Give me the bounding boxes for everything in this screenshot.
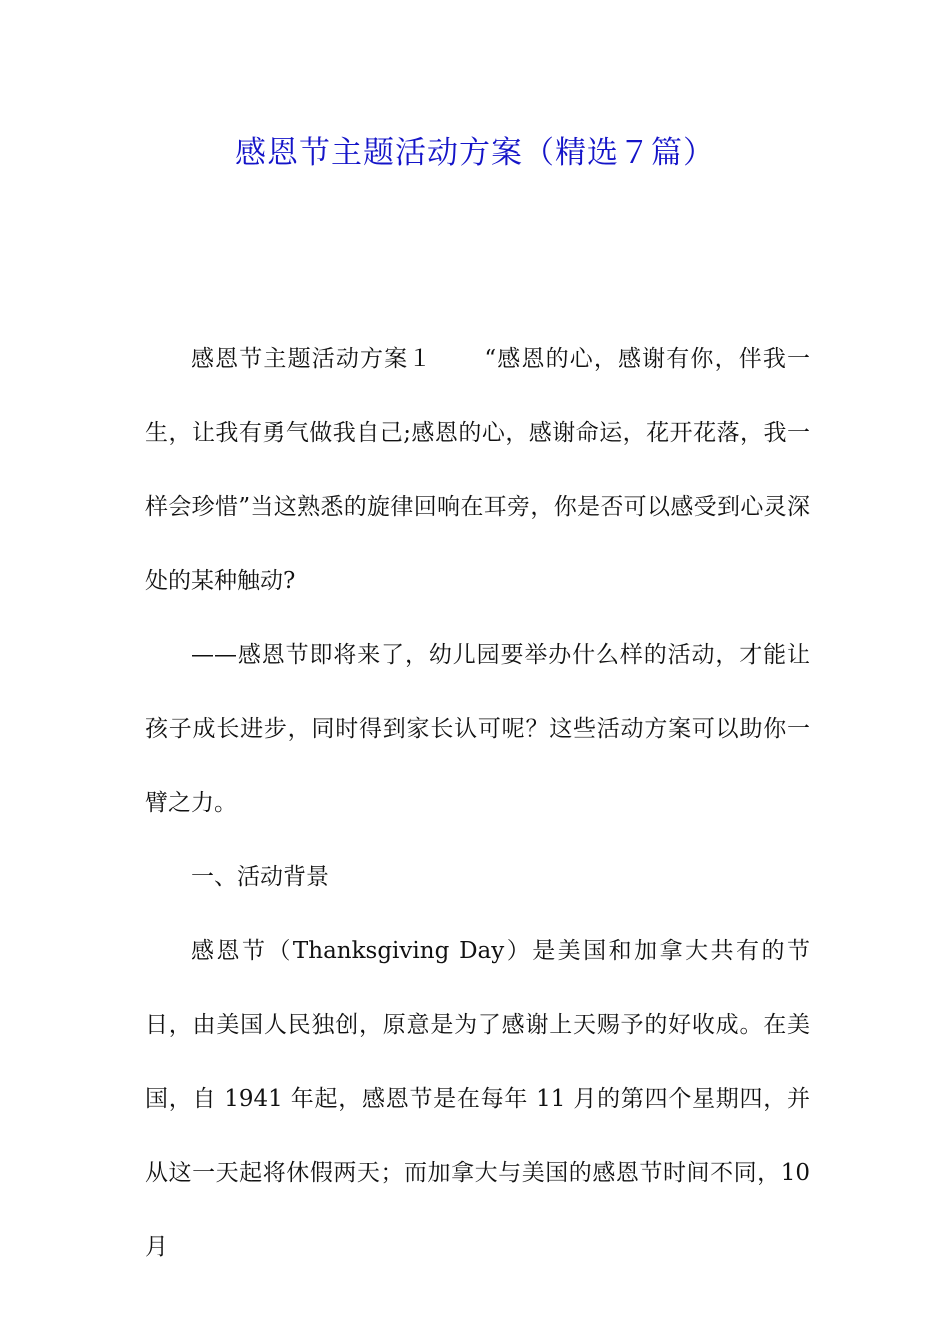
- paragraph-1-heading: 感恩节主题活动方案１: [191, 346, 433, 372]
- paragraph-3: 感恩节（Thanksgiving Day）是美国和加拿大共有的节日，由美国人民独创，原意是为了感谢上天赐予的好收成。在美国，自 1941 年起，感恩节是在每年 11 月的第四个星期四，并从这一天起将休假两天；而加拿大与美国的感恩节时间不同，10 月: [145, 938, 810, 1260]
- document-title: 感恩节主题活动方案（精选７篇）: [235, 135, 715, 171]
- section-heading-background: 一、活动背景: [191, 864, 329, 890]
- paragraph-2: ——感恩节即将来了，幼儿园要举办什么样的活动，才能让孩子成长进步，同时得到家长认可呢？这些活动方案可以助你一臂之力。: [145, 642, 810, 816]
- paragraph-1-text: “感恩的心，感谢有你，伴我一生，让我有勇气做我自己;感恩的心，感谢命运，花开花落，我一样会珍惜”当这熟悉的旋律回响在耳旁，你是否可以感受到心灵深处的某种触动?: [145, 346, 810, 594]
- document-body: [145, 322, 810, 1284]
- paragraph-1: [145, 322, 810, 618]
